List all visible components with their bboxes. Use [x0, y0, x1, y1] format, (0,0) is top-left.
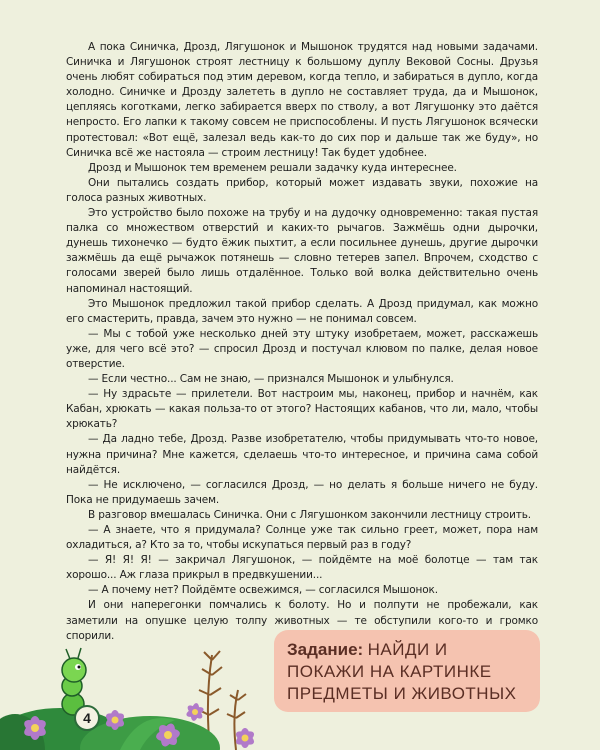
paragraph: — Не исключено, — согласился Дрозд, — но делать я больше ничего не буду. Пока не придумаешь зачем. [66, 478, 538, 506]
paragraph: Дрозд и Мышонок тем временем решали задачку куда интереснее. [88, 161, 457, 174]
paragraph: — Да ладно тебе, Дрозд. Разве изобретателю, чтобы придумывать что-то новое, нужна причина? Мне кажется, сделаешь что-то интересное, и причина сама собой найдётся. [66, 433, 538, 476]
paragraph: — Я! Я! Я! — закричал Лягушонок, — пойдёмте на моё болотце — там так хорошо... Аж глаза прикрыл в предвкушении... [66, 554, 538, 582]
paragraph: — Мы с тобой уже несколько дней эту штуку изобретаем, может, расскажешь уже, для чего всё это? — спросил Дрозд и постучал клювом по палке, делая новое отверстие. [66, 327, 538, 370]
paragraph: И они наперегонки помчались к болоту. Но и полпути не пробежали, как заметили на опушке целую толпу животных — те обступили кого-то и громко спорили. [66, 599, 538, 642]
paragraph: Они пытались создать прибор, который может издавать звуки, похожие на голоса разных животных. [66, 176, 538, 204]
task-label: Задание: [287, 640, 364, 659]
paragraph: Это Мышонок предложил такой прибор сделать. А Дрозд придумал, как можно его смастерить, правда, зачем это нужно — не понимал совсем. [66, 297, 538, 325]
paragraph: — А почему нет? Пойдёмте освежимся, — согласился Мышонок. [88, 584, 438, 597]
paragraph: — А знаете, что я придумала? Солнце уже так сильно греет, может, пора нам охладиться, а? Кто за то, чтобы искупаться первый раз в году? [66, 524, 538, 552]
story-text [66, 40, 538, 644]
paragraph: Это устройство было похоже на трубу и на дудочку одновременно: такая пустая палка со множеством отверстий и каких-то рычагов. Зажмёшь одни дырочки, дунешь тихонечко — будто ёжик пыхтит, а если посильнее дунешь, другие дырочки зажмёшь да ещё рычажок потянешь — словно тетерев запел. Впрочем, сходство с голосами зверей было лишь отдалённое. Только вой волка действительно очень напоминал настоящий. [66, 207, 538, 295]
task-text: НАЙДИ И ПОКАЖИ НА КАРТИНКЕ ПРЕДМЕТЫ И ЖИВОТНЫХ [287, 640, 517, 703]
paragraph: — Если честно... Сам не знаю, — признался Мышонок и улыбнулся. [88, 373, 454, 386]
page-number: 4 [74, 705, 100, 731]
paragraph: — Ну здрасьте — прилетели. Вот настроим мы, наконец, прибор и начнём, как Кабан, хрюкать — какая польза-то от этого? Настоящих кабанов, что ли, мало, чтобы хрюкать? [66, 388, 538, 431]
paragraph: В разговор вмешалась Синичка. Они с Лягушонком закончили лестницу строить. [88, 508, 531, 521]
paragraph: А пока Синичка, Дрозд, Лягушонок и Мышонок трудятся над новыми задачами. Синичка и Лягушонок строят лестницу к большому дуплу Вековой Сосны. Друзья очень любят собираться под этим деревом, когда тепло, и забираться в дупло, когда холодно. Синичке и Дрозду залететь в дупло не составляет труда, да и Мышонок, цепляясь коготками, легко забирается вверх по стволу, а вот Лягушонку это даётся непросто. Его лапки к такому совсем не приспособлены. И пусть Лягушонок всячески протестовал: «Вот ещё, залезал ведь как-то до сих пор и дальше так же буду», но Синичка всё же настояла — строим лестницу! Так будет удобнее. [66, 41, 538, 159]
meadow-illustration [0, 600, 280, 750]
task-box [274, 630, 540, 712]
